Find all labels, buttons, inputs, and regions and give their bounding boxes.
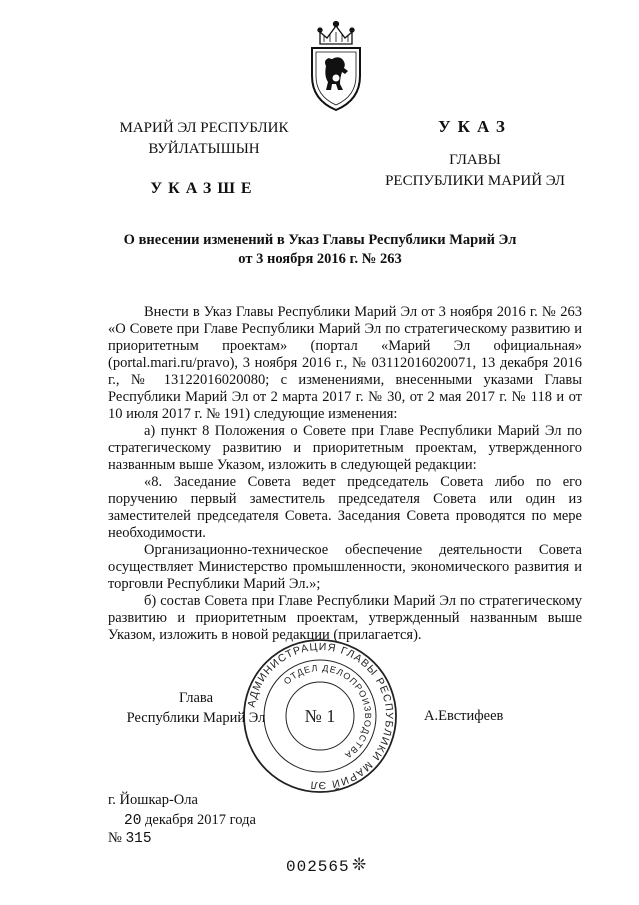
body-paragraph-1: Внести в Указ Главы Республики Марий Эл от 3 ноября 2016 г. № 263 «О Совете при Главе Республики Марий Эл по стратегическому развитию и приоритетным проектам» (портал «Марий Эл официальная» (portal.mari.ru/pravo), 3 ноября 2016 г., № 03112016020071, 13 декабря 2016 г., № 13122016020080; с изменениями, внесенными указами Главы Республики Марий Эл от 2 марта 2017 г. № 30, от 2 мая 2017 г. № 118 и от 10 июля 2017 г. № 191) следующие изменения: bbox=[108, 304, 582, 422]
coat-of-arms-icon bbox=[300, 14, 372, 114]
registration-number-prefix: № bbox=[108, 830, 122, 846]
body-paragraph-2: а) пункт 8 Положения о Совете при Главе Республики Марий Эл по стратегическому развитию и приоритетным проектам, утвержденного названным выше Указом, изложить в следующей редакции: bbox=[108, 423, 582, 473]
header-left-line1: МАРИЙ ЭЛ РЕСПУБЛИК bbox=[119, 120, 289, 136]
seal-center-number: № 1 bbox=[304, 706, 336, 726]
signature-position-line2: Республики Марий Эл bbox=[126, 710, 266, 726]
header-left bbox=[100, 118, 308, 199]
header-right-title: УКАЗ bbox=[438, 117, 512, 136]
header-right-subtitle bbox=[360, 150, 590, 192]
seal-inner-text: ОТДЕЛ ДЕЛОПРОИЗВОДСТВА bbox=[281, 662, 374, 761]
issue-date-day: 20 bbox=[124, 813, 142, 829]
header-right-line1: ГЛАВЫ bbox=[449, 152, 501, 168]
body-paragraph-3: «8. Заседание Совета ведет председатель Совета либо по его поручению первый заместитель председателя Совета или один из заместителей председателя Совета. Заседания Совета проводятся по мере необходимости. bbox=[108, 474, 582, 541]
header-right-line2: РЕСПУБЛИКИ МАРИЙ ЭЛ bbox=[385, 173, 565, 189]
body-paragraph-4: Организационно-техническое обеспечение деятельности Совета осуществляет Министерство промышленности, экономического развития и торговли Республики Марий Эл.»; bbox=[108, 542, 582, 592]
signature-name: А.Евстифеев bbox=[424, 708, 504, 724]
document-title bbox=[60, 231, 580, 269]
document-serial-number: 002565 bbox=[286, 858, 350, 876]
issue-date-rest: декабря 2017 года bbox=[145, 812, 256, 828]
issue-place: г. Йошкар-Ола bbox=[108, 792, 198, 808]
body-paragraph-5: б) состав Совета при Главе Республики Марий Эл по стратегическому развитию и приоритетным проектам, утвержденный названным выше Указом, изложить в новой редакции (прилагается). bbox=[108, 593, 582, 643]
header-left-line2: ВУЙЛАТЫШЫН bbox=[148, 141, 260, 157]
header-left-title: УКАЗШЕ bbox=[150, 180, 258, 197]
registration-number bbox=[108, 830, 152, 847]
document-title-line2: от 3 ноября 2016 г. № 263 bbox=[238, 251, 402, 267]
signature-position bbox=[116, 688, 276, 728]
seal-outer-text: АДМИНИСТРАЦИЯ ГЛАВЫ РЕСПУБЛИКИ МАРИЙ ЭЛ bbox=[245, 640, 396, 792]
document-body bbox=[108, 304, 582, 644]
issue-date bbox=[124, 812, 256, 829]
document-title-line1: О внесении изменений в Указ Главы Республики Марий Эл bbox=[123, 232, 517, 248]
asterisk-mark-icon: ❊ bbox=[352, 855, 367, 874]
signature-position-line1: Глава bbox=[178, 690, 214, 706]
registration-number-value: 315 bbox=[125, 831, 152, 847]
